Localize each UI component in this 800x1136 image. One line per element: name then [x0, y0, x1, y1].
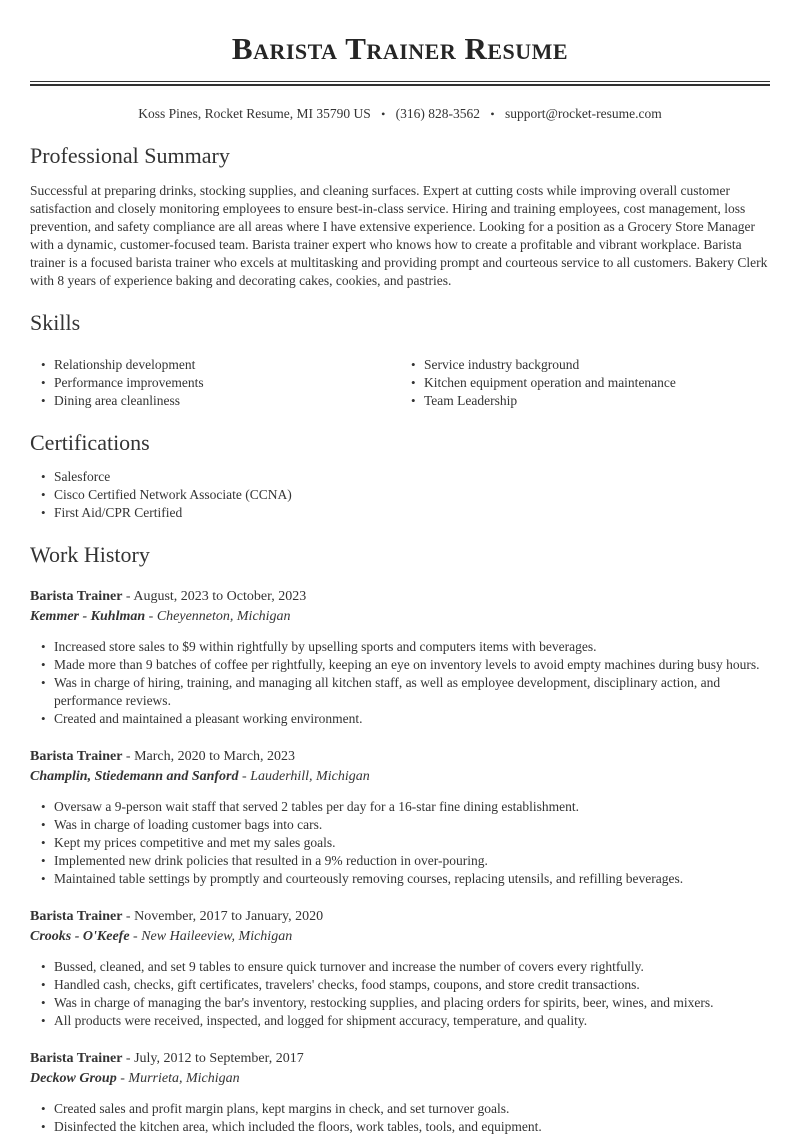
job-company-line — [30, 767, 770, 787]
job-bullet: • Maintained table settings by promptly and courteously removing courses, replacing utensils, and refilling beverages. — [54, 870, 770, 888]
job-company: Champlin, Stiedemann and Sanford — [30, 769, 239, 784]
skill-item: • Performance improvements — [54, 374, 400, 392]
dash-separator: - — [125, 589, 131, 604]
summary-heading: Professional Summary — [30, 143, 230, 168]
contact-phone: (316) 828-3562 — [395, 106, 481, 121]
job-bullet: • Increased store sales to $9 within rightfully by upselling sports and computers items with beverages. — [54, 638, 770, 656]
job-title-line — [30, 587, 770, 607]
resume-page — [0, 30, 800, 1136]
skill-item: • Team Leadership — [424, 392, 770, 410]
certification-item: • Salesforce — [54, 468, 770, 486]
job-bullet: • Oversaw a 9-person wait staff that served 2 tables per day for a 16-star fine dining establishment. — [54, 798, 770, 816]
certifications-list — [30, 468, 770, 522]
contact-address: Koss Pines, Rocket Resume, MI 35790 US — [138, 106, 371, 121]
dash-separator: - — [148, 609, 154, 624]
job-entry — [30, 587, 770, 728]
job-bullet: • Implemented new drink policies that resulted in a 9% reduction in over-pouring. — [54, 852, 770, 870]
certifications-heading: Certifications — [30, 430, 150, 455]
dash-separator: - — [125, 909, 131, 924]
dash-separator: - — [125, 1051, 131, 1066]
job-company: Kemmer - Kuhlman — [30, 609, 146, 624]
job-bullet: • Disinfected the kitchen area, which included the floors, work tables, tools, and equipment. — [54, 1118, 770, 1136]
header-divider — [30, 81, 770, 86]
job-title-line — [30, 747, 770, 767]
summary-text: Successful at preparing drinks, stocking supplies, and cleaning surfaces. Expert at cutting costs while improving overall customer satisfaction and closely monitoring employees to ensure best-in-class service. Hiring and training employees, cost management, loss prevention, and safety compliance are all areas where I have extensive experience. Looking for a position as a Grocery Store Manager with a dynamic, customer-focused team. Barista trainer expert who knows how to create a profitable and vibrant workplace. Barista trainer is a focused barista trainer who excels at multitasking and providing prompt and courteous service to all customers. Bakery Clerk with 8 years of experience baking and decorating cakes, cookies, and pastries. — [30, 183, 768, 288]
job-bullet: • Handled cash, checks, gift certificates, travelers' checks, food stamps, coupons, and store credit transactions. — [54, 976, 770, 994]
skills-heading: Skills — [30, 310, 81, 335]
job-company-line — [30, 1069, 770, 1089]
skill-item: • Relationship development — [54, 356, 400, 374]
job-bullet-list — [30, 638, 770, 728]
job-company-line — [30, 607, 770, 627]
skills-column-left — [30, 356, 400, 410]
job-dates: August, 2023 to October, 2023 — [133, 589, 307, 604]
job-title: Barista Trainer — [30, 909, 123, 924]
job-company: Deckow Group — [30, 1071, 117, 1086]
dash-separator: - — [133, 929, 138, 944]
job-location: New Haileeview, Michigan — [141, 929, 293, 944]
job-bullet-list — [30, 958, 770, 1030]
contact-email: support@rocket-resume.com — [505, 106, 662, 121]
job-bullet-list — [30, 1100, 770, 1136]
job-dates: March, 2020 to March, 2023 — [134, 749, 296, 764]
skill-item: • Dining area cleanliness — [54, 392, 400, 410]
job-bullet-list — [30, 798, 770, 888]
job-title-line — [30, 1049, 770, 1069]
job-entry — [30, 747, 770, 888]
skills-columns — [30, 346, 770, 410]
job-title: Barista Trainer — [30, 1051, 123, 1066]
page-title: Barista Trainer Resume — [231, 31, 569, 66]
job-dates: November, 2017 to January, 2020 — [134, 909, 324, 924]
job-title-line — [30, 907, 770, 927]
job-bullet: • Kept my prices competitive and met my sales goals. — [54, 834, 770, 852]
contact-separator: • — [490, 107, 495, 121]
job-location: Cheyenneton, Michigan — [156, 609, 291, 624]
certification-item: • Cisco Certified Network Associate (CCNA) — [54, 486, 770, 504]
job-entry — [30, 1049, 770, 1136]
contact-separator: • — [381, 107, 386, 121]
job-bullet: • Created and maintained a pleasant working environment. — [54, 710, 770, 728]
job-location: Lauderhill, Michigan — [250, 769, 370, 784]
skill-item: • Kitchen equipment operation and maintenance — [424, 374, 770, 392]
skills-column-right — [400, 356, 770, 410]
dash-separator: - — [125, 749, 131, 764]
contact-line — [30, 105, 770, 123]
job-bullet: • Created sales and profit margin plans, kept margins in check, and set turnover goals. — [54, 1100, 770, 1118]
job-bullet: • Was in charge of managing the bar's inventory, restocking supplies, and placing orders for spirits, beer, wines, and mixers. — [54, 994, 770, 1012]
certification-item: • First Aid/CPR Certified — [54, 504, 770, 522]
job-entry — [30, 907, 770, 1030]
job-company: Crooks - O'Keefe — [30, 929, 130, 944]
job-company-line — [30, 927, 770, 947]
work-history-heading: Work History — [30, 542, 150, 567]
job-bullet: • Made more than 9 batches of coffee per rightfully, keeping an eye on inventory levels to avoid empty machines during busy hours. — [54, 656, 770, 674]
skill-item: • Service industry background — [424, 356, 770, 374]
job-dates: July, 2012 to September, 2017 — [134, 1051, 304, 1066]
dash-separator: - — [242, 769, 247, 784]
job-title: Barista Trainer — [30, 749, 123, 764]
dash-separator: - — [120, 1071, 125, 1086]
job-bullet: • Was in charge of hiring, training, and managing all kitchen staff, as well as employee development, disciplinary action, and performance reviews. — [54, 674, 770, 710]
job-bullet: • Bussed, cleaned, and set 9 tables to ensure quick turnover and increase the number of covers every rightfully. — [54, 958, 770, 976]
job-title: Barista Trainer — [30, 589, 123, 604]
job-location: Murrieta, Michigan — [128, 1071, 240, 1086]
job-bullet: • Was in charge of loading customer bags into cars. — [54, 816, 770, 834]
job-bullet: • All products were received, inspected, and logged for shipment accuracy, temperature, and quality. — [54, 1012, 770, 1030]
